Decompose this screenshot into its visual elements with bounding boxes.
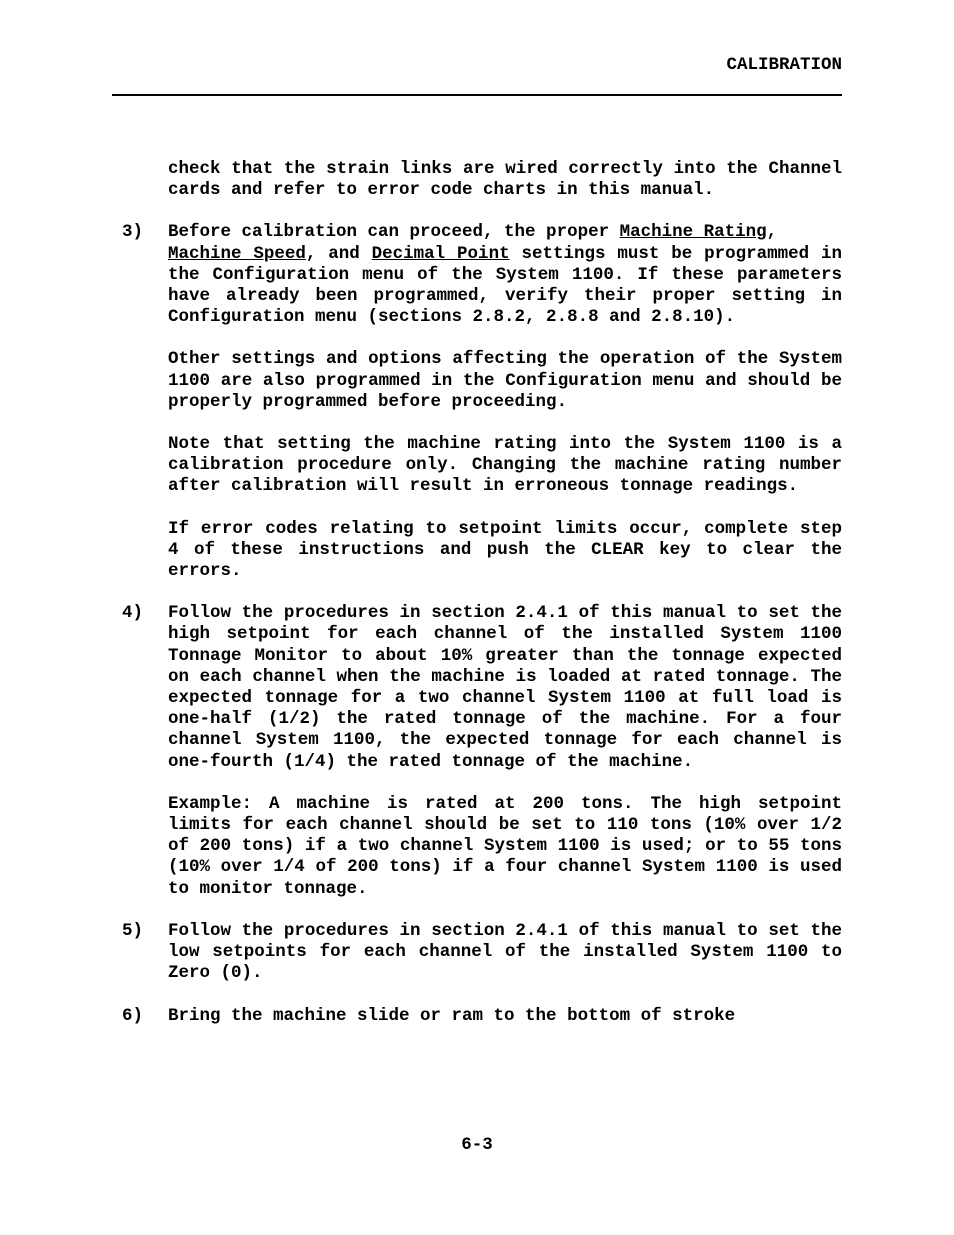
- step-6-paragraph-1: Bring the machine slide or ram to the bottom of stroke: [168, 1005, 736, 1026]
- step-6: [122, 1005, 842, 1027]
- running-header: CALIBRATION: [726, 55, 842, 75]
- step-3-paragraph-3: Note that setting the machine rating into the System 1100 is a calibration procedure only. Changing the machine rating number after calibration will result in erroneous tonnage readings.: [168, 434, 842, 497]
- page-body: [122, 159, 842, 1048]
- step-number: 3): [122, 222, 144, 243]
- step-number: 6): [122, 1005, 144, 1026]
- text-run: Before calibration can proceed, the proper: [168, 222, 620, 243]
- step-4-paragraph-1: Follow the procedures in section 2.4.1 of this manual to set the high setpoint for each channel of the installed System 1100 Tonnage Monitor to about 10% greater than the tonnage expected on each channel when the machine is loaded at rated tonnage. The expected tonnage for a two channel System 1100 at full load is one-half (1/2) the rated tonnage of the machine. For a four channel System 1100, the expected tonnage for each channel is one-fourth (1/4) the rated tonnage of the machine.: [168, 603, 842, 772]
- step-4-example: Example: A machine is rated at 200 tons. The high setpoint limits for each channel should be set to 110 tons (10% over 1/2 of 200 tons) if a two channel System 1100 is used; or to 55 tons (10% over 1/4 of 200 tons) if a four channel System 1100 is used to monitor tonnage.: [168, 793, 842, 899]
- step-3-paragraph-2: Other settings and options affecting the operation of the System 1100 are also programmed in the Configuration menu and should be properly programmed before proceeding.: [168, 349, 842, 412]
- machine-rating-term: Machine Rating: [619, 222, 767, 243]
- step-number: 4): [122, 603, 144, 624]
- text-run: settings must be programmed in the Configuration menu of the System 1100. If these parameters have already been programmed, verify their proper setting in Configuration menu (sections 2.8.2, 2.8.8 and 2.8.10).: [168, 243, 842, 328]
- step-number: 5): [122, 920, 144, 941]
- step-5: [122, 920, 842, 985]
- step-3-paragraph-4: If error codes relating to setpoint limits occur, complete step 4 of these instructions and push the CLEAR key to clear the errors.: [168, 518, 842, 582]
- header-rule: [112, 94, 842, 96]
- decimal-point-term: Decimal Point: [371, 243, 510, 264]
- machine-speed-term: Machine Speed: [168, 243, 306, 264]
- text-run: ,: [766, 222, 778, 243]
- text-run: , and: [305, 243, 372, 264]
- page-number: 6-3: [461, 1135, 493, 1155]
- step-3: [122, 222, 842, 582]
- step-4: [122, 603, 842, 900]
- intro-paragraph: check that the strain links are wired correctly into the Channel cards and refer to error code charts in this manual.: [168, 159, 842, 201]
- step-5-paragraph-1: Follow the procedures in section 2.4.1 of this manual to set the low setpoints for each channel of the installed System 1100 to Zero (0).: [168, 920, 842, 984]
- step-3-paragraph-1: [168, 222, 842, 328]
